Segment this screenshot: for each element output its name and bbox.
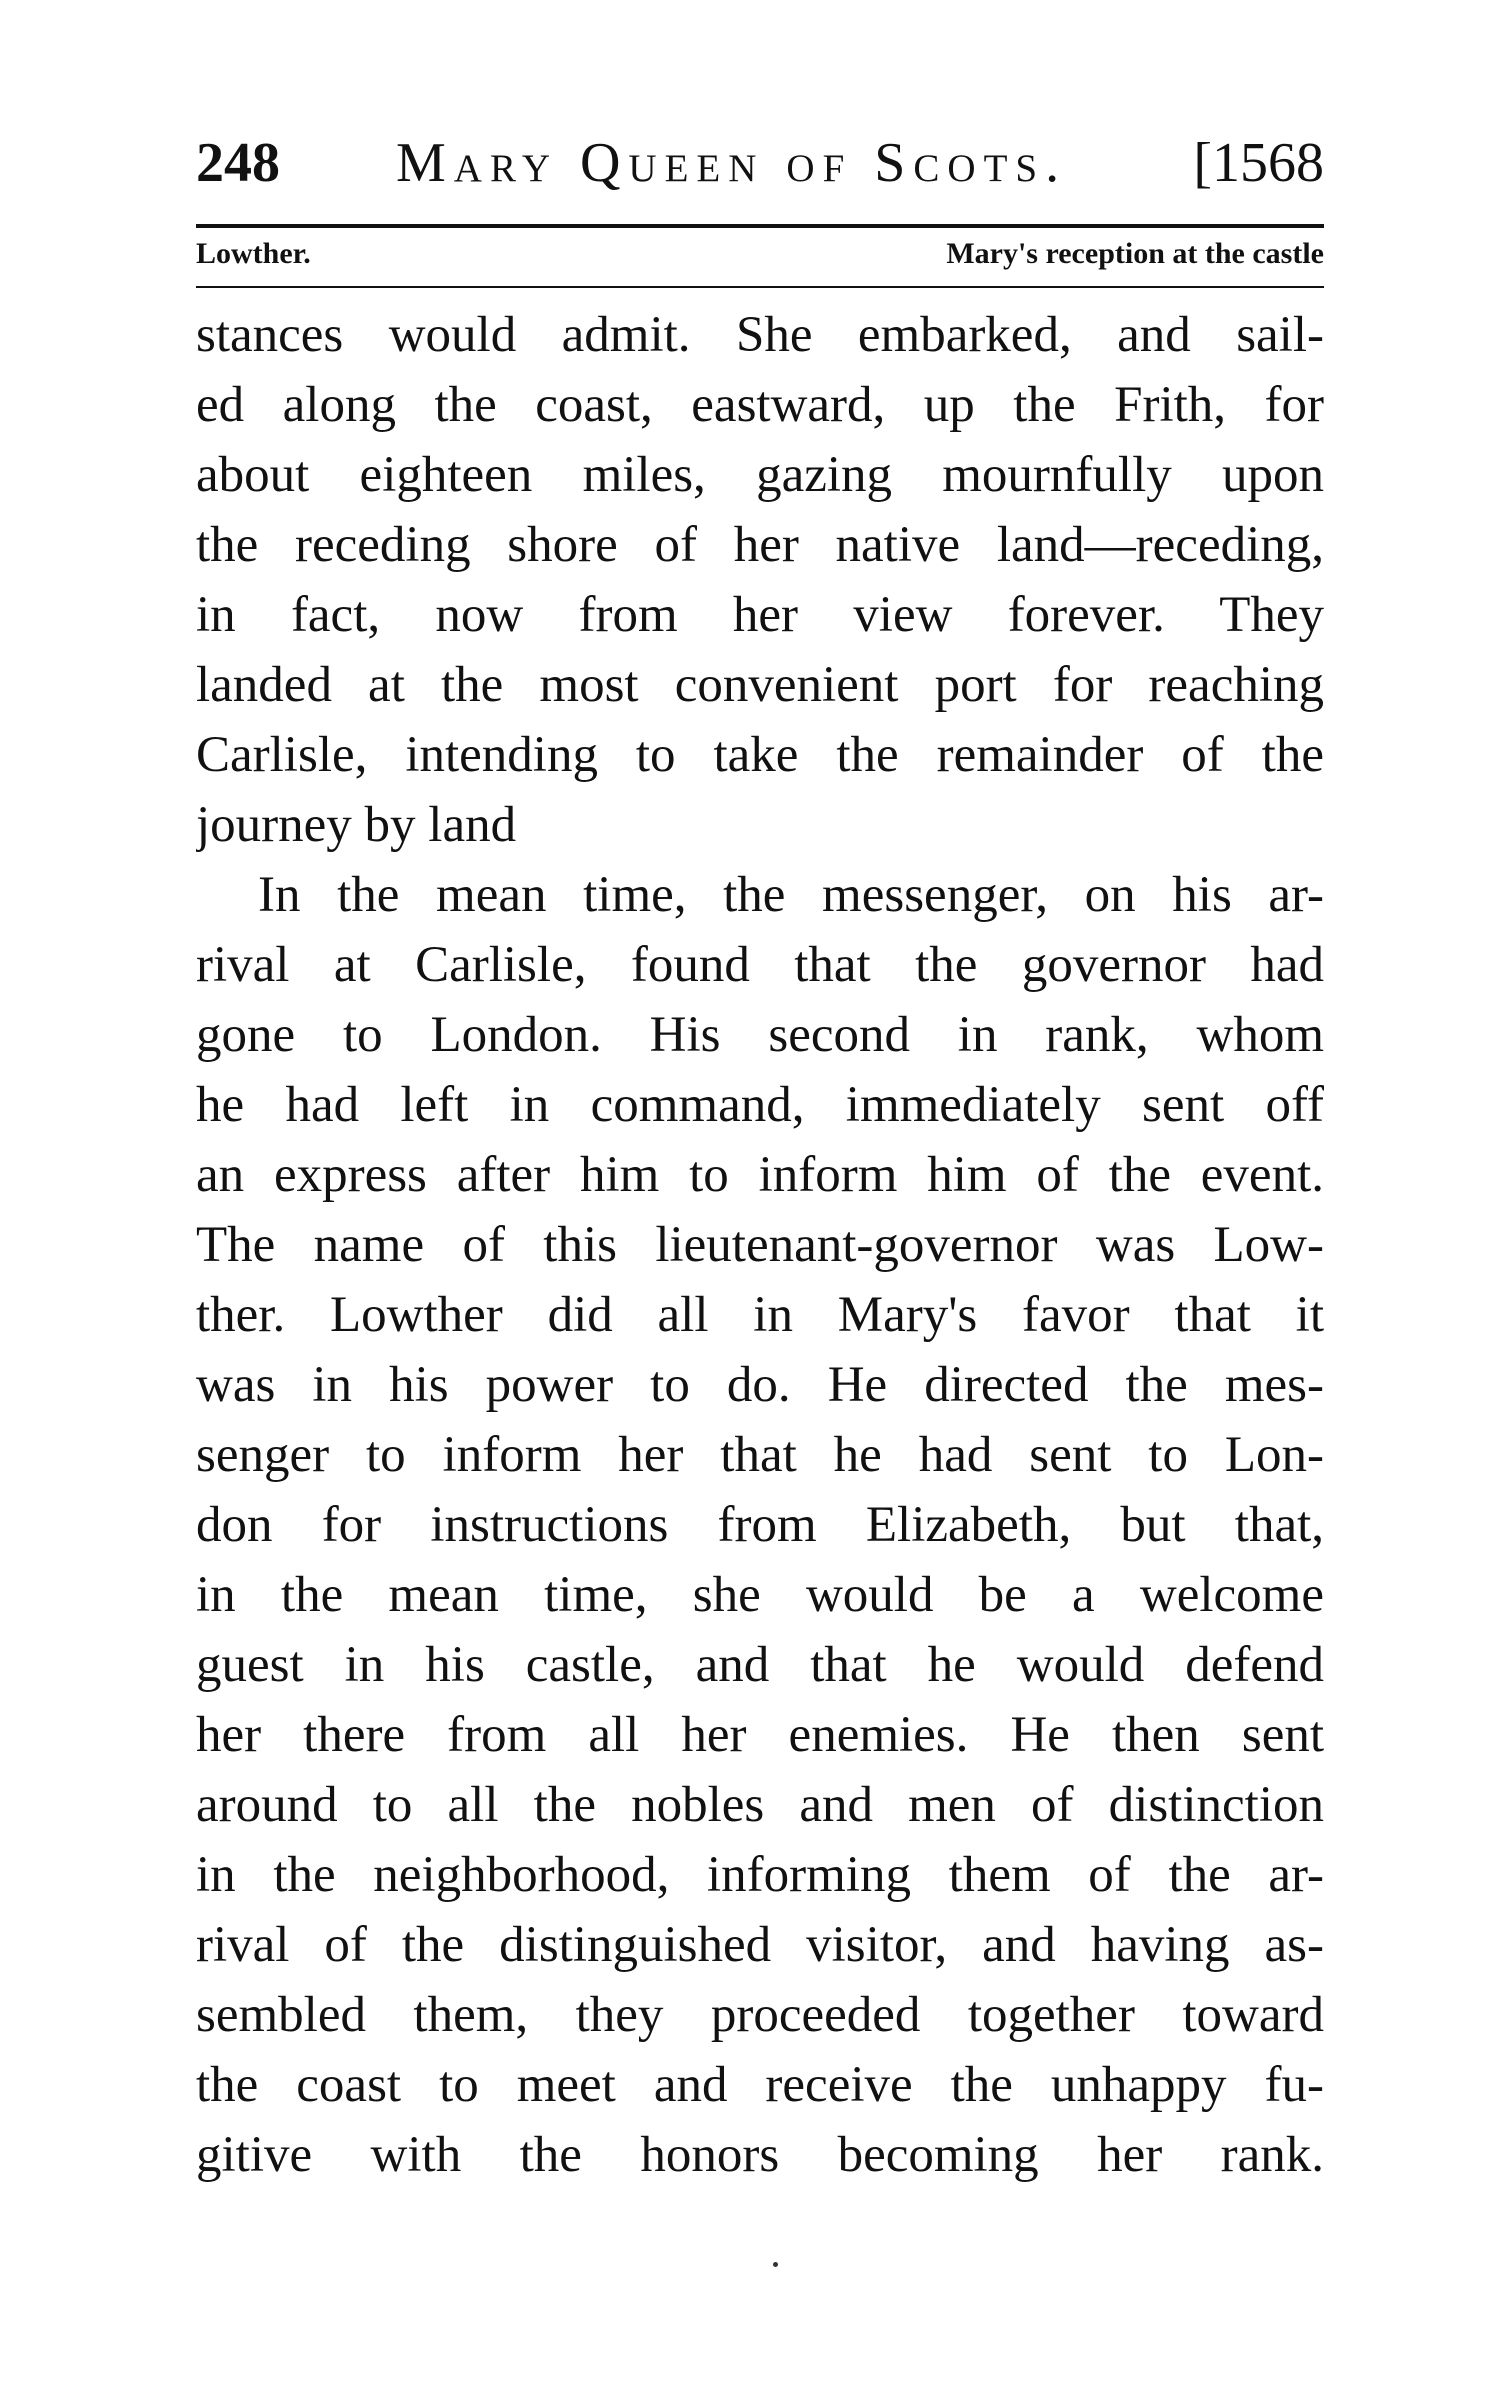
text-line: gitive with the honors becoming her rank. <box>196 2127 1324 2183</box>
text-line: an express after him to inform him of the event. <box>196 1147 1324 1203</box>
page-number: 248 <box>196 132 280 194</box>
text-line: landed at the most convenient port for reaching <box>196 657 1324 713</box>
section-subheader <box>196 232 1324 276</box>
text-line: Carlisle, intending to take the remainder of the <box>196 727 1324 783</box>
text-line: guest in his castle, and that he would defend <box>196 1637 1324 1693</box>
text-line: about eighteen miles, gazing mournfully upon <box>196 447 1324 503</box>
text-line: the coast to meet and receive the unhappy fu- <box>196 2057 1324 2113</box>
paragraph-start-line: In the mean time, the messenger, on his ar- <box>258 867 1324 923</box>
text-line: sembled them, they proceeded together toward <box>196 1987 1324 2043</box>
header-rule-bottom <box>196 286 1324 288</box>
header-rule-top <box>196 224 1324 228</box>
text-line: in fact, now from her view forever. They <box>196 587 1324 643</box>
text-line: the receding shore of her native land—receding, <box>196 517 1324 573</box>
text-line: don for instructions from Elizabeth, but that, <box>196 1497 1324 1553</box>
year-marker: [1568 <box>1193 132 1324 194</box>
book-title: Mary Queen of Scots. <box>396 132 1068 194</box>
subheader-right: Mary's reception at the castle <box>946 237 1324 270</box>
body-text <box>196 300 1324 2190</box>
text-line: senger to inform her that he had sent to Lon- <box>196 1427 1324 1483</box>
text-line: The name of this lieutenant-governor was Low- <box>196 1217 1324 1273</box>
running-head <box>196 128 1324 198</box>
text-line: in the mean time, she would be a welcome <box>196 1567 1324 1623</box>
subheader-left: Lowther. <box>196 237 311 270</box>
text-line: gone to London. His second in rank, whom <box>196 1007 1324 1063</box>
text-line: ed along the coast, eastward, up the Frith, for <box>196 377 1324 433</box>
text-line: rival at Carlisle, found that the governor had <box>196 937 1324 993</box>
text-line: in the neighborhood, informing them of the ar- <box>196 1847 1324 1903</box>
text-line: stances would admit. She embarked, and sail- <box>196 307 1324 363</box>
text-line: journey by land <box>196 797 517 853</box>
text-line: her there from all her enemies. He then sent <box>196 1707 1324 1763</box>
text-line: he had left in command, immediately sent off <box>196 1077 1324 1133</box>
text-line: rival of the distinguished visitor, and having as- <box>196 1917 1324 1973</box>
text-line: ther. Lowther did all in Mary's favor that it <box>196 1287 1324 1343</box>
text-line: was in his power to do. He directed the mes- <box>196 1357 1324 1413</box>
text-line: around to all the nobles and men of distinction <box>196 1777 1324 1833</box>
ink-speck <box>773 2262 778 2267</box>
